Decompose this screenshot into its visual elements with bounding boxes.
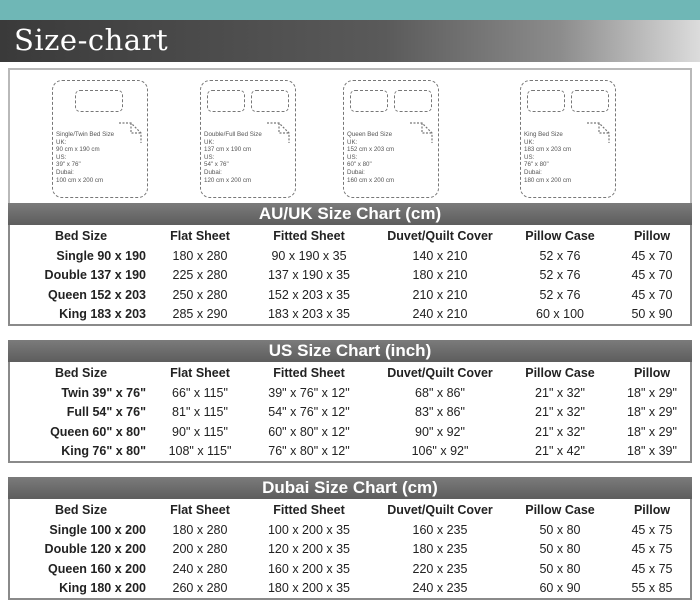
size-cell: 21" x 32" [535, 424, 585, 439]
bed-size-text: 60" x 80" [347, 161, 372, 169]
bed-size-text: 160 cm x 200 cm [347, 176, 395, 184]
size-cell: 83" x 86" [415, 405, 465, 420]
column-header: Pillow [633, 365, 671, 380]
size-table [10, 225, 694, 324]
pillow-outline [75, 90, 123, 112]
dubai-chart-title: Dubai Size Chart (cm) [8, 477, 692, 499]
size-cell: 260 x 280 [172, 581, 228, 596]
size-cell: 45 x 70 [631, 268, 673, 283]
size-cell: 90 x 190 x 35 [271, 248, 347, 263]
size-cell: 60 x 90 [539, 581, 581, 596]
size-cell: 18" x 39" [627, 444, 677, 459]
bed-diagram-double [200, 80, 296, 198]
size-cell: 180 x 210 [412, 268, 468, 283]
bed-size-cell: Single 90 x 190 [56, 248, 146, 263]
bed-size-text: King Bed Size [524, 131, 563, 138]
bed-size-text: US: [204, 153, 215, 161]
size-cell: 160 x 200 x 35 [267, 561, 350, 576]
size-cell: 225 x 280 [172, 268, 228, 283]
folded-sheet-icon [117, 119, 143, 145]
bed-size-text: 180 cm x 200 cm [524, 176, 572, 184]
bed-size-cell: King 76" x 80" [61, 444, 146, 459]
bed-size-text: Dubai: [347, 169, 365, 176]
column-header: Duvet/Quilt Cover [387, 228, 493, 243]
size-cell: 140 x 210 [412, 248, 468, 263]
bed-size-cell: Queen 152 x 203 [48, 287, 146, 302]
table-row [10, 520, 694, 540]
size-cell: 108" x 115" [168, 444, 232, 459]
size-cell: 250 x 280 [172, 287, 228, 302]
au-uk-size-table [8, 225, 692, 326]
bed-size-text: 152 cm x 203 cm [347, 146, 395, 154]
size-cell: 152 x 203 x 35 [267, 287, 350, 302]
bed-diagrams-panel [8, 68, 692, 203]
table-header-row [10, 225, 694, 246]
size-cell: 21" x 42" [535, 444, 585, 459]
size-cell: 18" x 29" [627, 424, 677, 439]
bed-size-text: 76" x 80" [524, 161, 549, 169]
size-cell: 183 x 203 x 35 [267, 307, 350, 322]
size-table [10, 362, 694, 461]
size-cell: 60 x 100 [536, 307, 584, 322]
pillow-outline [571, 90, 609, 112]
size-cell: 120 x 200 x 35 [267, 542, 350, 557]
bed-diagram-queen [343, 80, 439, 198]
bed-size-text: 137 cm x 190 cm [204, 146, 252, 154]
size-cell: 106" x 92" [411, 444, 469, 459]
us-chart-title: US Size Chart (inch) [8, 340, 692, 362]
size-cell: 50 x 80 [539, 542, 581, 557]
bed-size-text: 39" x 76" [56, 161, 81, 169]
folded-sheet-icon [408, 119, 434, 145]
bed-size-text: 100 cm x 200 cm [56, 176, 104, 184]
size-cell: 180 x 235 [412, 542, 468, 557]
size-cell: 39" x 76" x 12" [268, 385, 350, 400]
column-header: Bed Size [54, 502, 108, 517]
pillow-outline [251, 90, 289, 112]
bed-size-text: 183 cm x 203 cm [524, 146, 572, 154]
column-header: Fitted Sheet [273, 502, 345, 517]
table-header-row [10, 362, 694, 383]
size-cell: 54" x 76" x 12" [268, 405, 350, 420]
size-cell: 240 x 210 [412, 307, 468, 322]
size-cell: 52 x 76 [539, 248, 581, 263]
table-row [10, 285, 694, 305]
bed-size-text: US: [56, 153, 67, 161]
size-cell: 210 x 210 [412, 287, 468, 302]
size-cell: 240 x 235 [412, 581, 468, 596]
bed-size-cell: King 183 x 203 [59, 307, 146, 322]
column-header: Pillow Case [525, 228, 595, 243]
column-header: Fitted Sheet [273, 365, 345, 380]
bed-size-text: Dubai: [524, 169, 542, 176]
bed-size-text: US: [524, 153, 535, 161]
bed-size-text: Single/Twin Bed Size [56, 131, 115, 138]
table-header-row [10, 499, 694, 520]
size-cell: 45 x 75 [631, 561, 673, 576]
size-cell: 68" x 86" [415, 385, 465, 400]
size-cell: 60" x 80" x 12" [268, 424, 350, 439]
column-header: Pillow Case [525, 502, 595, 517]
table-row [10, 442, 694, 462]
size-cell: 180 x 280 [172, 248, 228, 263]
size-cell: 18" x 29" [627, 405, 677, 420]
table-row [10, 383, 694, 403]
pillow-outline [350, 90, 388, 112]
bed-size-text: Dubai: [204, 169, 222, 176]
bed-size-cell: Twin 39" x 76" [61, 385, 146, 400]
column-header: Bed Size [54, 365, 108, 380]
bed-diagram-single [52, 80, 148, 198]
size-cell: 55 x 85 [631, 581, 673, 596]
size-cell: 50 x 80 [539, 522, 581, 537]
size-cell: 285 x 290 [172, 307, 228, 322]
size-cell: 90" x 115" [172, 424, 228, 439]
size-cell: 200 x 280 [172, 542, 228, 557]
column-header: Fitted Sheet [273, 228, 345, 243]
column-header: Flat Sheet [170, 228, 230, 243]
size-cell: 21" x 32" [535, 385, 585, 400]
dubai-size-table [8, 499, 692, 600]
bed-size-cell: Double 120 x 200 [44, 542, 146, 557]
size-cell: 90" x 92" [415, 424, 465, 439]
bed-size-cell: Single 100 x 200 [49, 522, 146, 537]
column-header: Flat Sheet [170, 502, 230, 517]
bed-size-text: UK: [204, 138, 215, 146]
bed-size-text: UK: [524, 138, 535, 146]
table-row [10, 246, 694, 266]
column-header: Duvet/Quilt Cover [387, 365, 493, 380]
bed-size-cell: Double 137 x 190 [44, 268, 146, 283]
size-cell: 180 x 280 [172, 522, 228, 537]
bed-size-text: Queen Bed Size [347, 131, 393, 138]
bed-size-text: Dubai: [56, 169, 74, 176]
size-cell: 45 x 70 [631, 248, 673, 263]
table-row [10, 559, 694, 579]
size-cell: 45 x 70 [631, 287, 673, 302]
size-cell: 160 x 235 [412, 522, 468, 537]
table-row [10, 579, 694, 599]
table-row [10, 540, 694, 560]
size-cell: 50 x 80 [539, 561, 581, 576]
page-title: Size-chart [14, 23, 169, 57]
bed-size-text: UK: [56, 138, 67, 146]
us-size-table [8, 362, 692, 463]
table-row [10, 403, 694, 423]
top-accent-band [0, 0, 700, 20]
size-cell: 45 x 75 [631, 542, 673, 557]
au-uk-chart-title: AU/UK Size Chart (cm) [8, 203, 692, 225]
size-cell: 21" x 32" [535, 405, 585, 420]
folded-sheet-icon [585, 119, 611, 145]
bed-size-text: US: [347, 153, 358, 161]
table-row [10, 422, 694, 442]
size-cell: 137 x 190 x 35 [267, 268, 350, 283]
size-cell: 240 x 280 [172, 561, 228, 576]
title-bar [0, 20, 700, 62]
size-cell: 81" x 115" [172, 405, 228, 420]
size-cell: 220 x 235 [412, 561, 468, 576]
size-cell: 52 x 76 [539, 268, 581, 283]
size-table [10, 499, 694, 598]
column-header: Duvet/Quilt Cover [387, 502, 493, 517]
bed-size-cell: King 180 x 200 [59, 581, 146, 596]
column-header: Pillow [633, 502, 671, 517]
size-cell: 180 x 200 x 35 [267, 581, 350, 596]
size-cell: 18" x 29" [627, 385, 677, 400]
table-row [10, 266, 694, 286]
size-cell: 66" x 115" [172, 385, 228, 400]
bed-size-cell: Queen 60" x 80" [50, 424, 146, 439]
bed-size-text: 120 cm x 200 cm [204, 176, 252, 184]
bed-size-text: 54" x 76" [204, 161, 229, 169]
bed-size-cell: Queen 160 x 200 [48, 561, 146, 576]
size-cell: 45 x 75 [631, 522, 673, 537]
bed-size-text: UK: [347, 138, 358, 146]
column-header: Pillow [633, 228, 671, 243]
bed-size-text: 90 cm x 190 cm [56, 146, 100, 154]
pillow-outline [527, 90, 565, 112]
column-header: Bed Size [54, 228, 108, 243]
size-cell: 100 x 200 x 35 [267, 522, 350, 537]
column-header: Flat Sheet [170, 365, 230, 380]
size-cell: 76" x 80" x 12" [268, 444, 350, 459]
folded-sheet-icon [265, 119, 291, 145]
column-header: Pillow Case [525, 365, 595, 380]
bed-diagram-king [520, 80, 616, 198]
size-cell: 52 x 76 [539, 287, 581, 302]
bed-size-cell: Full 54" x 76" [66, 405, 146, 420]
pillow-outline [394, 90, 432, 112]
pillow-outline [207, 90, 245, 112]
bed-size-text: Double/Full Bed Size [204, 131, 262, 138]
size-cell: 50 x 90 [631, 307, 673, 322]
table-row [10, 305, 694, 325]
